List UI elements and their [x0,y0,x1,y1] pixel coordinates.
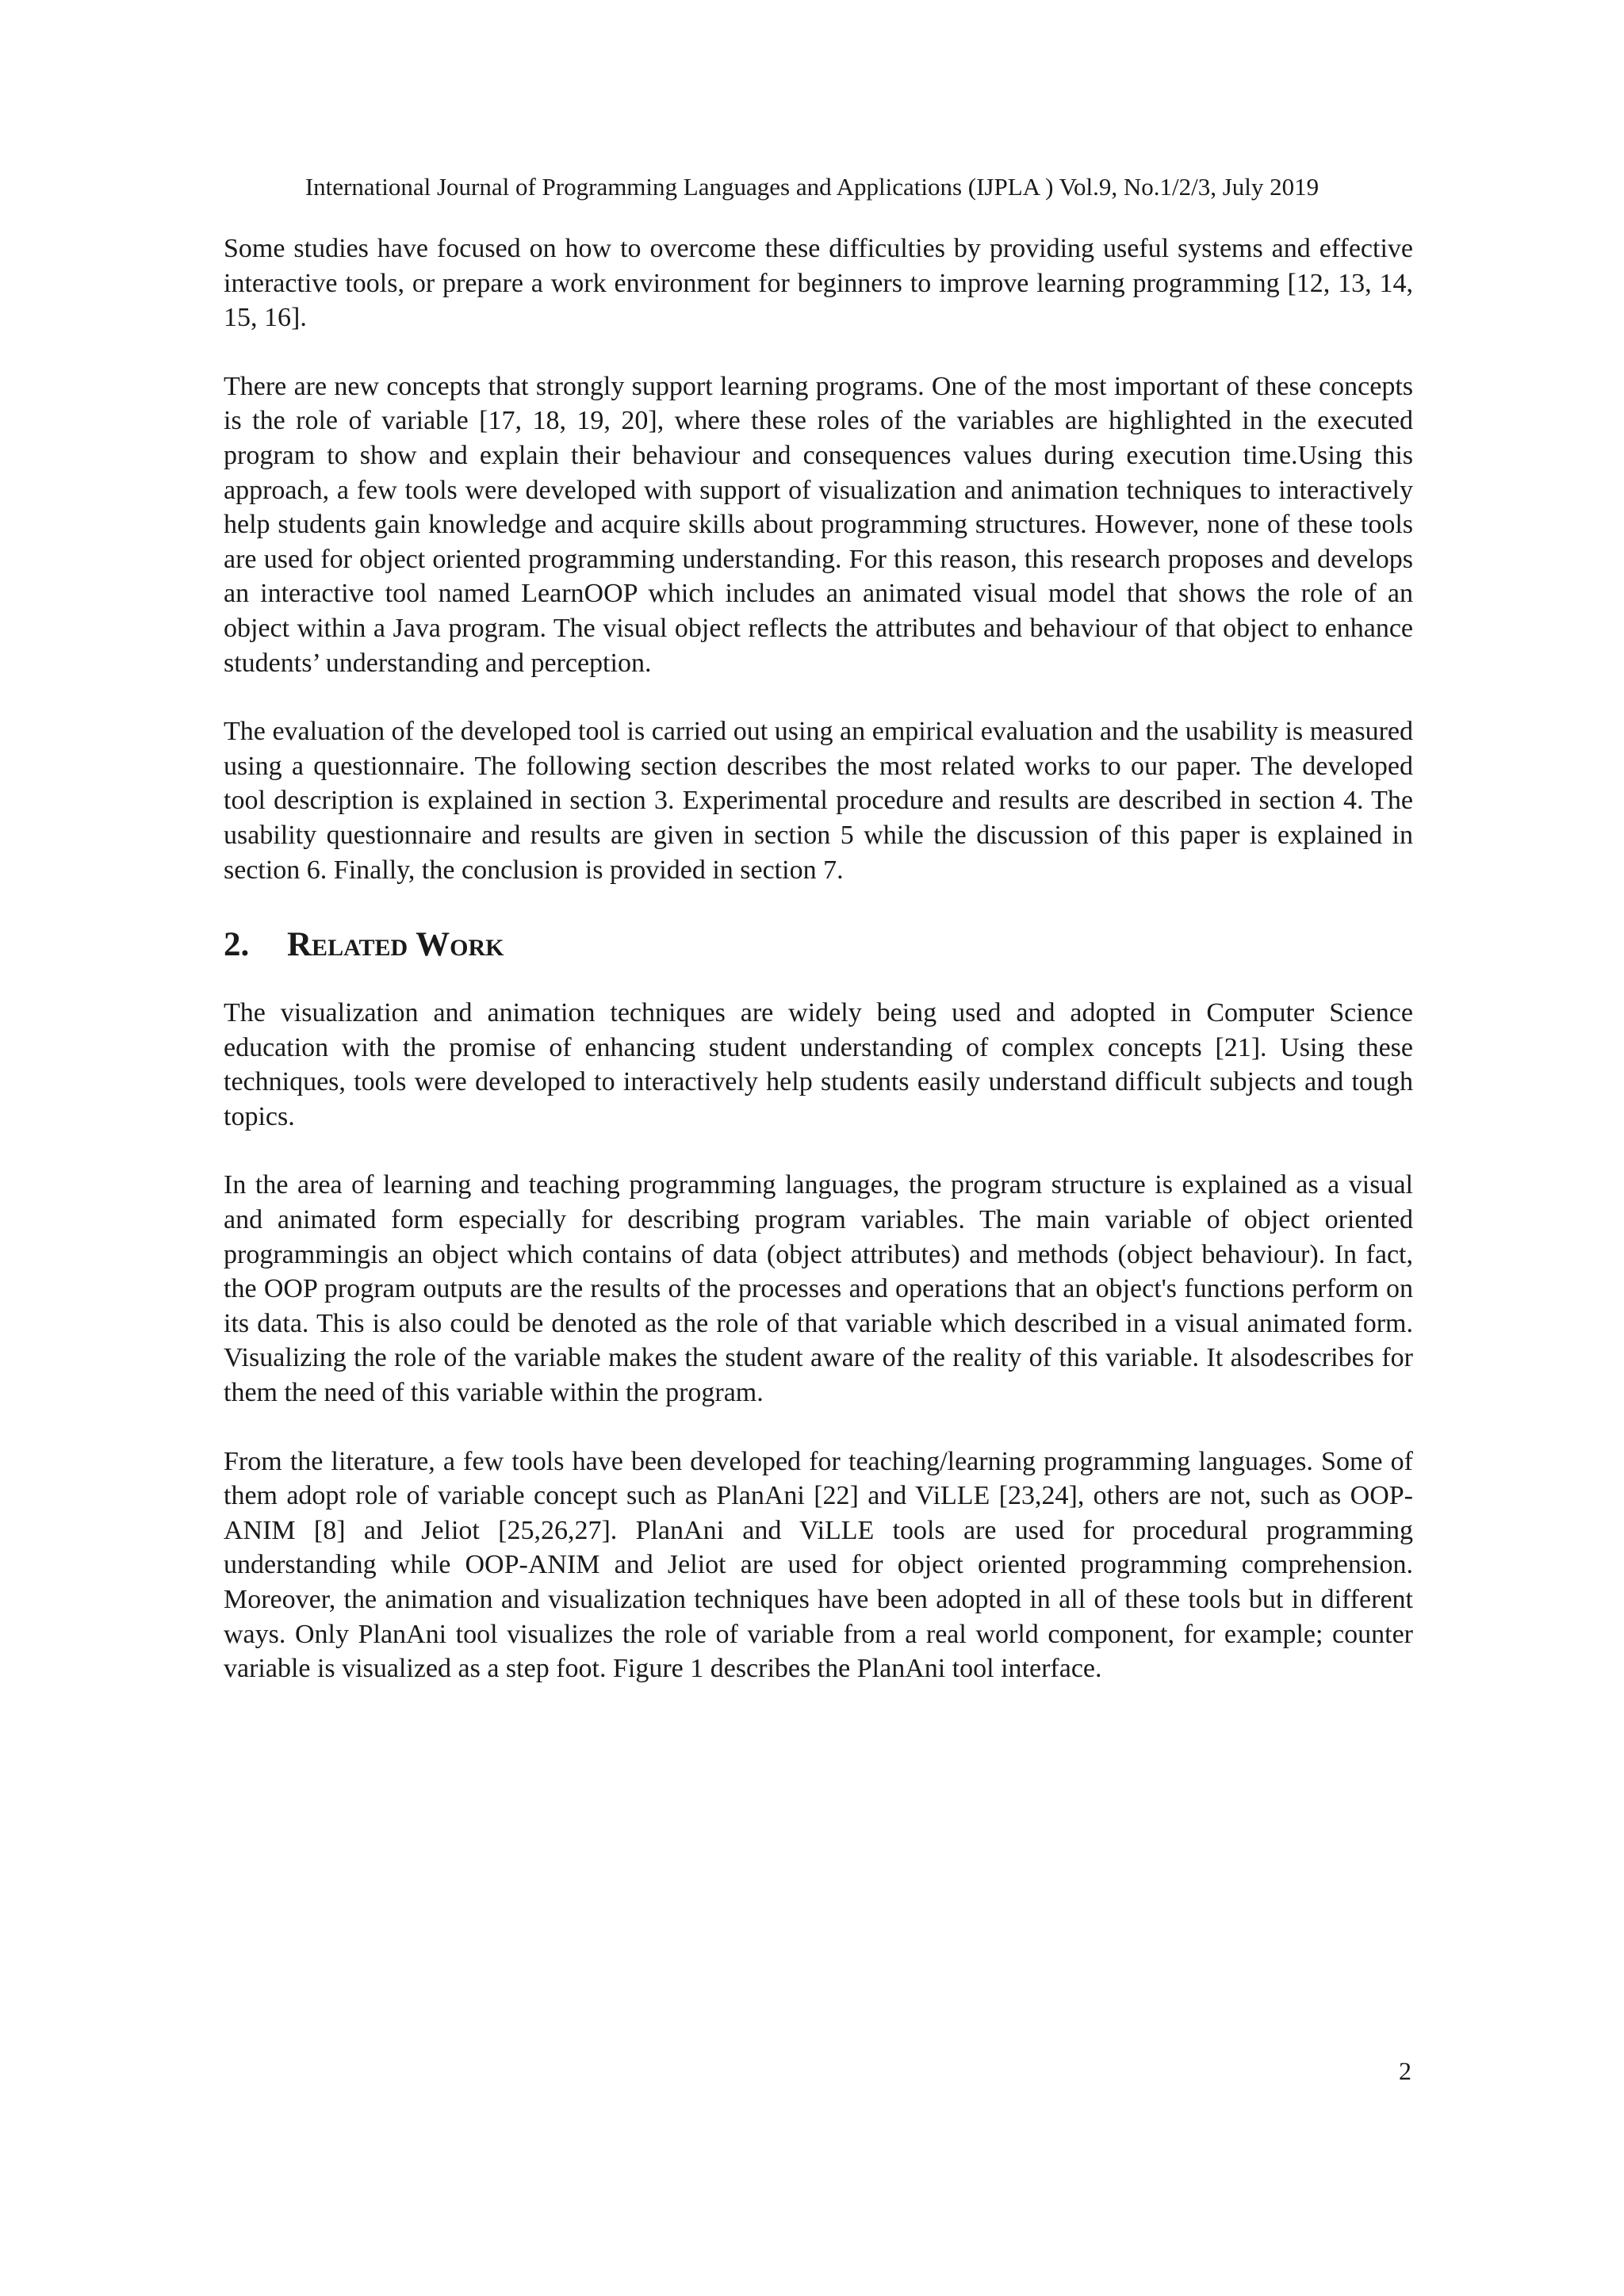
paragraph-related-2: In the area of learning and teaching programming languages, the program structure is explained as a visual and animated form especially for describing program variables. The main variable of object oriented programmingis an object which contains of data (object attributes) and methods (object behaviour). In fact, the OOP program outputs are the results of the processes and operations that an object's functions perform on its data. This is also could be denoted as the role of that variable which described in a visual animated form. Visualizing the role of the variable makes the student aware of the reality of this variable. It alsodescribes for them the need of this variable within the program. [224,1170,1413,1408]
paragraph-related-3: From the literature, a few tools have been developed for teaching/learning programming languages. Some of them adopt role of variable concept such as PlanAni [22] and ViLLE [23,24], others are not, such as OOP-ANIM [8] and Jeliot [25,26,27]. PlanAni and ViLLE tools are used for procedural programming understanding while OOP-ANIM and Jeliot are used for object oriented programming comprehension. Moreover, the animation and visualization techniques have been adopted in all of these tools but in different ways. Only PlanAni tool visualizes the role of variable from a real world component, for example; counter variable is visualized as a step foot. Figure 1 describes the PlanAni tool interface. [224,1446,1413,1684]
paragraph-intro-3: The evaluation of the developed tool is carried out using an empirical evaluation and the usability is measured using a questionnaire. The following section describes the most related works to our paper. The developed tool description is explained in section 3. Experimental procedure and results are described in section 4. The usability questionnaire and results are given in section 5 while the discussion of this paper is explained in section 6. Finally, the conclusion is provided in section 7. [224,717,1413,885]
section-number: 2. [224,926,250,964]
paragraph-intro-1: Some studies have focused on how to overcome these difficulties by providing useful systems and effective interactive tools, or prepare a work environment for beginners to improve learning programming [12, 13, 14, 15, 16]. [224,234,1413,333]
section-title: Related Work [287,926,504,964]
running-header: International Journal of Programming Languages and Applications (IJPLA ) Vol.9, No.1/2/3, July 2019 [304,173,1320,201]
body-text [224,232,1413,1720]
paragraph-related-1: The visualization and animation techniques are widely being used and adopted in Computer Science education with the promise of enhancing student understanding of complex concepts [21]. Using these techniques, tools were developed to interactively help students easily understand difficult subjects and tough topics. [224,998,1413,1131]
section-heading-related-work [224,921,1413,969]
page-number: 2 [1399,2057,1411,2085]
paragraph-intro-2: There are new concepts that strongly support learning programs. One of the most important of these concepts is the role of variable [17, 18, 19, 20], where these roles of the variables are highlighted in the executed program to show and explain their behaviour and consequences values during execution time.Using this approach, a few tools were developed with support of visualization and animation techniques to interactively help students gain knowledge and acquire skills about programming structures. However, none of these tools are used for object oriented programming understanding. For this reason, this research proposes and develops an interactive tool named LearnOOP which includes an animated visual model that shows the role of an object within a Java program. The visual object reflects the attributes and behaviour of that object to enhance students’ understanding and perception. [224,371,1413,678]
